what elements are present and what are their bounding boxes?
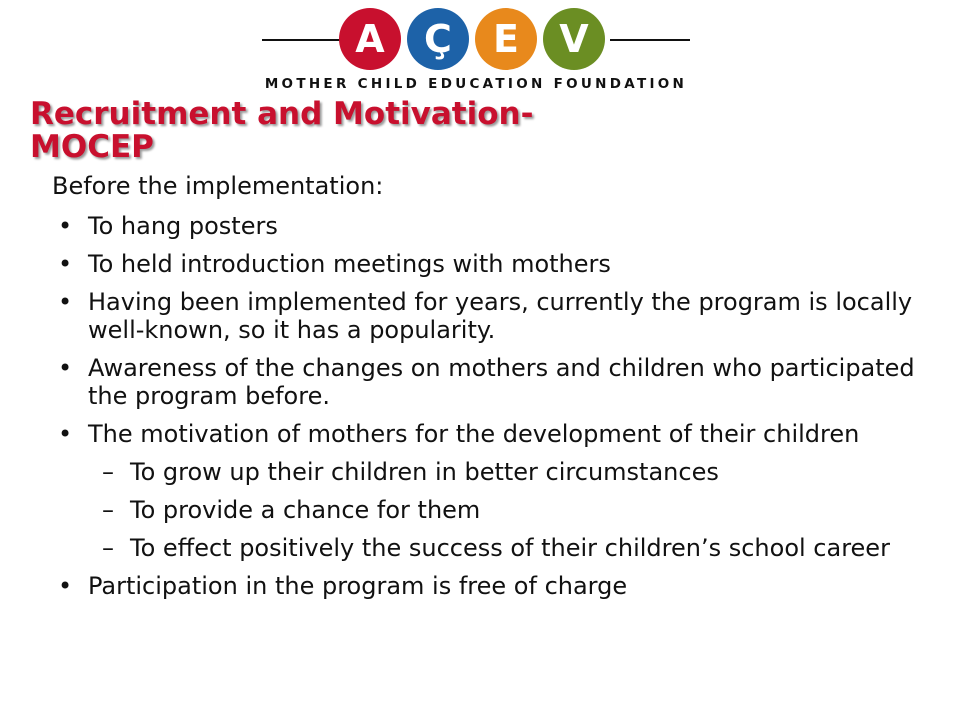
sub-bullet-item: [88, 534, 932, 562]
logo-letter-a: A: [339, 8, 401, 70]
bullet-item: [52, 420, 932, 562]
bullet-item: [52, 572, 932, 600]
bullet-marker: •: [58, 250, 73, 278]
bullet-item: [52, 288, 932, 344]
logo-letter-v: V: [543, 8, 605, 70]
bullet-text: Participation in the program is free of charge: [88, 572, 628, 600]
slide-title-line-2: MOCEP: [30, 129, 154, 165]
sub-bullet-marker: –: [102, 496, 114, 524]
bullet-marker: •: [58, 354, 73, 382]
bullet-text: Awareness of the changes on mothers and children who participated the program before.: [88, 354, 915, 410]
sub-bullet-marker: –: [102, 458, 114, 486]
bullet-marker: •: [58, 288, 73, 316]
bullet-item: [52, 250, 932, 278]
bullet-item: [52, 212, 932, 240]
logo-letter-c: Ç: [407, 8, 469, 70]
bullet-marker: •: [58, 420, 73, 448]
bullet-marker: •: [58, 572, 73, 600]
logo-subtitle: MOTHER CHILD EDUCATION FOUNDATION: [264, 76, 688, 92]
sub-bullet-marker: –: [102, 534, 114, 562]
acev-logo: [262, 6, 690, 98]
sub-bullet-text: To effect positively the success of their children’s school career: [130, 534, 890, 562]
slide-title-line-1: Recruitment and Motivation-: [30, 96, 534, 132]
logo-line-right: [610, 39, 690, 41]
bullet-text: To hang posters: [88, 212, 278, 240]
bullet-item: [52, 354, 932, 410]
logo-letter-e: E: [475, 8, 537, 70]
slide-body: [52, 172, 932, 610]
slide-title: [30, 98, 650, 164]
bullet-text: Having been implemented for years, currently the program is locally well-known, so it has a popularity.: [88, 288, 913, 344]
bullet-marker: •: [58, 212, 73, 240]
sub-bullet-item: [88, 458, 932, 486]
bullet-text: To held introduction meetings with mothers: [88, 250, 611, 278]
bullet-list: [52, 212, 932, 600]
sub-bullet-item: [88, 496, 932, 524]
sub-bullet-text: To provide a chance for them: [130, 496, 481, 524]
sub-bullet-text: To grow up their children in better circumstances: [130, 458, 719, 486]
logo-line-left: [262, 39, 342, 41]
bullet-text: The motivation of mothers for the development of their children: [88, 420, 860, 448]
intro-text: Before the implementation:: [52, 172, 384, 200]
sub-bullet-list: [88, 458, 932, 562]
